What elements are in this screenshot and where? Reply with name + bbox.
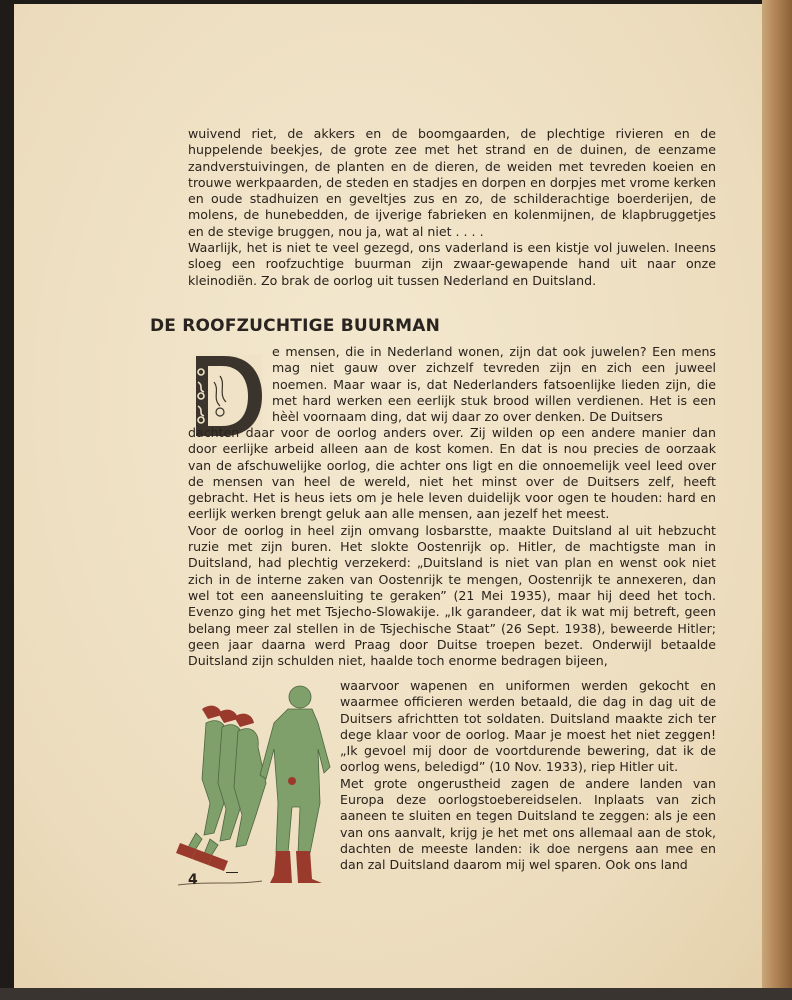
page-number: 4 [188,872,198,888]
dropcap-letter: D [190,352,191,353]
wrapped-paragraph: e mensen, die in Nederland wonen, zijn dat ook juwelen? Een mens mag niet gauw over zichzelf tevreden zijn en zich een juweel noemen. Maar waar is, dat Nederlanders fatsoenlijke lieden zijn, die met hard werken een eerlijk stuk brood willen verdienen. Het is een hèèl voornaam ding, dat wij daar zo over denken. De Duitsers [272,344,716,425]
section-heading: DE ROOFZUCHTIGE BUURMAN [150,316,441,336]
scan-edge [0,988,792,1000]
intro-text-2: Waarlijk, het is niet te veel gezegd, ons vaderland is een kistje vol juwelen. Ineens sloeg een roofzuchtige buurman zijn zwaar-gewapende hand uit naar onze kleinodiën. Zo brak de oorlog uit tussen Nederland en Duitsland. [188,240,716,288]
page-number-dash [226,872,238,873]
body-text: dachten daar voor de oorlog anders over. Zij wilden op een andere manier dan door eerlijke arbeid alleen aan de kost komen. En dat is nou precies de oorzaak van de afschuwelijke oorlog, die achter ons ligt en die onnoemelijk veel leed over de mensen van heel de wereld, niet het minst over de Duitsers zelf, heeft gebracht. Het is heus iets om je hele leven duidelijk voor ogen te houden: hard en eerlijk werken brengt geluk aan alle mensen, aan jezelf het meest. [188,425,716,522]
soldiers-illustration [166,683,338,893]
body-text-2: Voor de oorlog in heel zijn omvang losbarstte, maakte Duitsland al uit hebzucht ruzie met zijn buren. Het slokte Oostenrijk op. Hitler, de machtigste man in Duitsland, had plechtig verzekerd: „Duitsland is niet van plan en wenst ook niet zich in de interne zaken van Oostenrijk te mengen, Oostenrijk te annexeren, dan wel tot een aaneensluiting te geraken” (21 Mei 1935), maar hij deed het toch. Evenzo ging het met Tsjecho-Slowakije. „Ik garandeer, dat ik wat mij betreft, geen belang meer zal stellen in de Tsjechische Staat” (26 Sept. 1938), beweerde Hitler; geen jaar daarna werd Praag door Duitse troepen bezet. Onderwijl betaalde Duitsland zijn schulden niet, haalde toch enorme bedragen bijeen, [188,522,716,669]
intro-text: wuivend riet, de akkers en de boomgaarden, de plechtige rivieren en de huppelende beekjes, de grote zee met het strand en de duinen, de eenzame zandverstuivingen, de planten en de dieren, de weiden met tevreden koeien en trouwe werkpaarden, de steden en stadjes en dorpen en dorpjes met vrome kerken en oude stadhuizen en geveltjes zus en zo, de schilderachtige boerderijen, de molens, de hunebedden, de ijverige fabrieken en kolenmijnen, de klapbruggetjes en de stevige bruggen, nou ja, wat al niet . . . . [188,126,716,239]
book-spine [762,0,792,1000]
illustrated-paragraphs [340,678,716,874]
body-paragraphs [188,425,716,669]
wrap-text-3: Met grote ongerustheid zagen de andere landen van Europa deze oorlogstoebereidselen. Inplaats van zich aaneen te sluiten en tegen Duitsland te zeggen: als je een van ons aanvalt, krijg je het met ons allemaal aan de stok, dachten de meeste landen: ik doe nergens aan mee en dan zal Duitsland daarom mij wel sparen. Ook ons land [340,775,716,873]
intro-paragraph [188,126,716,289]
wrap-text-2: waarvoor wapenen en uniformen werden gekocht en waarmee officieren werden betaald, die dag in dag uit de Duitsers africhtten tot soldaten. Duitsland maakte zich ter dege klaar voor de oorlog. Maar je moest het niet zeggen! „Ik gevoel mij door de voortdurende bewering, dat ik de oorlog wens, beledigd” (10 Nov. 1933), riep Hitler uit. [340,678,716,775]
